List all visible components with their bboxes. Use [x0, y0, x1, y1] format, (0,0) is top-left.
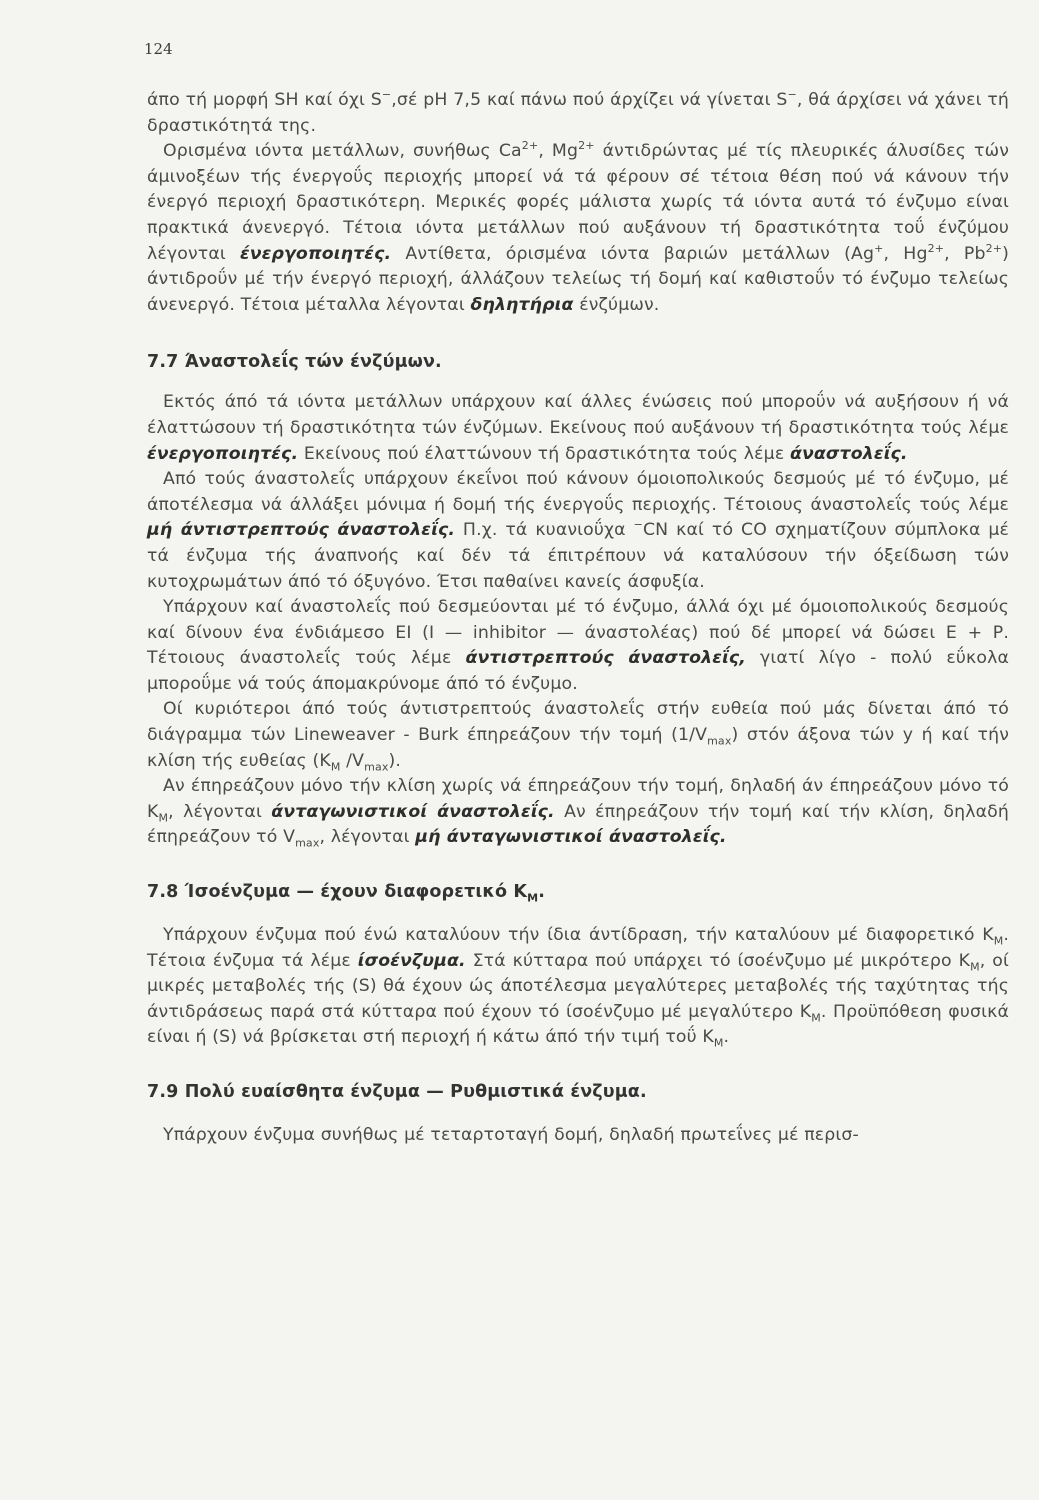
term-competitive-inhibitors: άνταγωνιστικοί άναστολεΐς.: [271, 801, 555, 822]
section-heading-7-8: 7.8 Ίσοένζυμα — έχουν διαφορετικό $K_M$.: [147, 882, 546, 905]
paragraph-7: Αν έπηρεάζουν μόνο τήν κλίση χωρίς νά έπηρεάζουν τήν τομή, δηλαδή άν έπηρεάζουν μόνο τό $K_M$, λέγονται άνταγωνιστικοί άναστολεΐς. Αν έπηρεάζουν τήν τομή καί τήν κλίση, δηλαδή έπηρεάζουν τό $V_{max}$, λέγονται μή άνταγωνιστικοί άναστολεΐς.: [147, 776, 1009, 850]
section-heading-7-9: 7.9 Πολύ ευαίσθητα ένζυμα — Ρυθμιστικά ένζυμα.: [147, 1082, 647, 1102]
term-activators: ένεργοποιητές.: [240, 243, 392, 264]
paragraph-5: Υπάρχουν καί άναστολεΐς πού δεσμεύονται μέ τό ένζυμο, άλλά όχι μέ όμοιοπολικούς δεσμούς καί δίνουν ένα ένδιάμεσο ΕΙ (Ι — inhibitor — άναστολέας) πού δέ μπορεί νά δώσει Ε + Ρ. Τέτοιους άναστολεΐς τούς λέμε άντιστρεπτούς άναστολεΐς, γιατί λίγο - πολύ εΰκολα μποροΰμε νά τούς άπομακρύνομε άπό τό ένζυμο.: [147, 597, 1009, 694]
term-noncompetitive-inhibitors: μή άνταγωνιστικοί άναστολεΐς.: [415, 827, 727, 848]
paragraph-1: άπο τή μορφή SH καί όχι S−,σέ pH 7,5 καί πάνω πού άρχίζει νά γίνεται S−, θά άρχίσει νά χάνει τή δραστικότητά της.: [147, 88, 1009, 136]
term-isoenzymes: ίσοένζυμα.: [357, 950, 466, 971]
page-body: [147, 88, 1009, 1149]
paragraph-2: Ορισμένα ιόντα μετάλλων, συνήθως $Ca^{2+}$, $Mg^{2+}$ άντιδρώντας μέ τίς πλευρικές άλυσίδες τών άμινοξέων τής ένεργοΰς περιοχής μπορεί νά τά φέρουν σέ τέτοια θέση πού νά κάνουν τήν ένεργό περιοχή δραστικότερη. Μερικές φορές μάλιστα χωρίς τά ιόντα αυτά τό ένζυμο είναι πρακτικά άνενεργό. Τέτοια ιόντα μετάλλων πού αυξάνουν τή δραστικότητα τοΰ ένζύμου λέγονται ένεργοποιητές. Αντίθετα, όρισμένα ιόντα βαριών μετάλλων (Ag+, $Hg^{2+}$, $Pb^{2+}$) άντιδροΰν μέ τήν ένεργό περιοχή, άλλάζουν τελείως τή δομή καί καθιστοΰν τό ένζυμο τελείως άνενεργό. Τέτοια μέταλλα λέγονται δηλητήρια ένζύμων.: [147, 139, 1010, 315]
paragraph-9: Υπάρχουν ένζυμα συνήθως μέ τεταρτοταγή δομή, δηλαδή πρωτεΐνες μέ περισ-: [163, 1125, 859, 1145]
paragraph-8: Υπάρχουν ένζυμα πού ένώ καταλύουν τήν ίδια άντίδραση, τήν καταλύουν μέ διαφορετικό $K_M$. Τέτοια ένζυμα τά λέμε ίσοένζυμα. Στά κύτταρα πού υπάρχει τό ίσοένζυμο μέ μικρότερο $K_M$, οί μικρές μεταβολές τής (S) θά έχουν ώς άποτέλεσμα μεγαλύτερες μεταβολές τής ταχύτητας τής άντιδράσεως παρά στά κύτταρα πού έχουν τό ίσοένζυμο μέ μεγαλύτερο $K_M$. Προϋπόθεση φυσικά είναι ή (S) νά βρίσκεται στή περιοχή ή κάτω άπό τήν τιμή τοΰ $K_M$.: [147, 925, 1010, 1050]
section-heading-7-7: 7.7 Άναστολεΐς τών ένζύμων.: [147, 352, 442, 373]
term-reversible-inhibitors: άντιστρεπτούς άναστολεΐς,: [465, 648, 746, 669]
term-inhibitors: άναστολεΐς.: [789, 443, 908, 464]
paragraph-3: Εκτός άπό τά ιόντα μετάλλων υπάρχουν καί άλλες ένώσεις πού μποροΰν νά αυξήσουν ή νά έλαττώσουν τή δραστικότητα τών ένζύμων. Εκείνους πού αυξάνουν τή δραστικότητα τούς λέμε ένεργοποιητές. Εκείνους πού έλαττώνουν τή δραστικότητα τούς λέμε άναστολεΐς.: [147, 392, 1009, 464]
term-irreversible-inhibitors: μή άντιστρεπτούς άναστολεΐς.: [147, 520, 456, 541]
paragraph-4: Από τούς άναστολεΐς υπάρχουν έκεΐνοι πού κάνουν όμοιοπολικούς δεσμούς μέ τό ένζυμο, μέ άποτέλεσμα νά άλλάξει μόνιμα ή δομή τής ένεργοΰς περιοχής. Τέτοιους άναστολεΐς τούς λέμε μή άντιστρεπτούς άναστολεΐς. Π.χ. τά κυανιοΰχα −CN καί τό CO σχηματίζουν σύμπλοκα μέ τά ένζυμα τής άναπνοής καί δέν τά έπιτρέπουν νά καταλύσουν τήν όξείδωση τών κυτοχρωμάτων άπό τό όξυγόνο. Έτσι παθαίνει κανείς άσφυξία.: [147, 469, 1009, 592]
page-number: 124: [144, 40, 173, 58]
term-activators-2: ένεργοποιητές.: [147, 443, 299, 464]
paragraph-6: Οί κυριότεροι άπό τούς άντιστρεπτούς άναστολεΐς στήν ευθεία πού μάς δίνεται άπό τό διάγραμμα τών Lineweaver - Burk έπηρεάζουν τήν τομή $(1/V_{max})$ στόν άξονα τών y ή καί τήν κλίση τής ευθείας ($K_M$ $/V_{max}$).: [147, 699, 1009, 774]
term-poisons: δηλητήρια: [470, 294, 574, 315]
